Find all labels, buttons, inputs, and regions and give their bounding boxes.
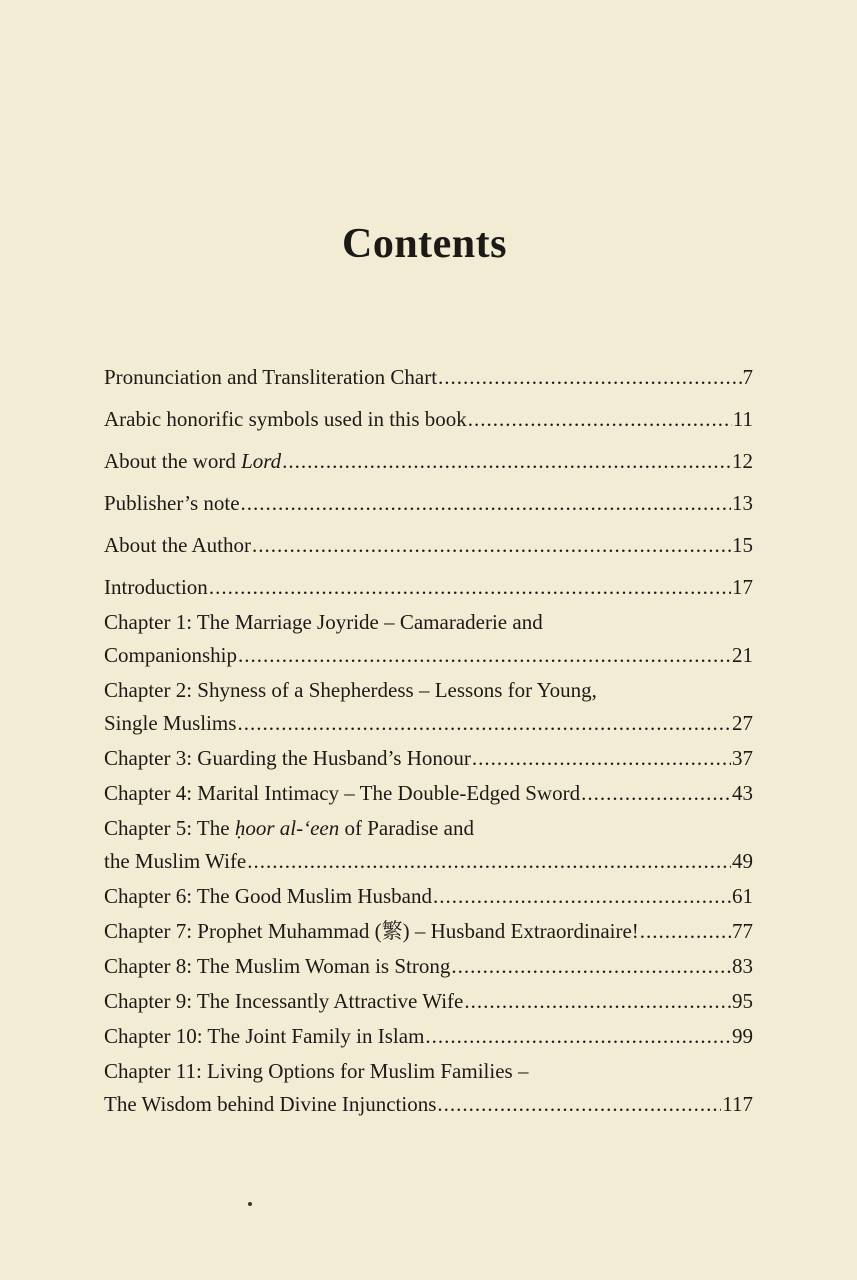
dot-leader <box>451 950 731 983</box>
entry-title: Publisher’s note <box>104 491 240 515</box>
dot-leader <box>438 361 741 394</box>
entry-title: Chapter 8: The Muslim Woman is Strong <box>104 954 451 978</box>
entry-title-italic: Lord <box>241 449 282 473</box>
toc-entry <box>104 1020 753 1053</box>
entry-title <box>104 445 281 478</box>
entry-title-italic: ḥoor al-‘een <box>234 816 340 840</box>
toc-entry <box>104 606 753 672</box>
dot-leader <box>209 571 731 604</box>
entry-title-text: of Paradise and <box>339 816 474 840</box>
toc-entry <box>104 674 753 740</box>
page-number: 49 <box>732 849 753 873</box>
toc-entry <box>104 742 753 775</box>
toc-entry <box>104 985 753 1018</box>
dot-leader <box>247 845 731 878</box>
entry-title: Chapter 10: The Joint Family in Islam <box>104 1024 425 1048</box>
dot-leader <box>464 985 731 1018</box>
toc-entry <box>104 361 753 394</box>
page-number: 15 <box>732 533 753 557</box>
dot-leader <box>581 777 731 810</box>
entry-title: Chapter 4: Marital Intimacy – The Double-Edged Sword <box>104 781 581 805</box>
dot-leader <box>437 1088 721 1121</box>
toc-entry <box>104 487 753 520</box>
page-number: 95 <box>732 989 753 1013</box>
page-number: 61 <box>732 884 753 908</box>
entry-title: Chapter 9: The Incessantly Attractive Wife <box>104 989 464 1013</box>
toc-entry <box>104 812 753 878</box>
entry-title: Chapter 7: Prophet Muhammad (繁) – Husband Extraordinaire! <box>104 919 639 943</box>
page-number: 117 <box>722 1092 753 1116</box>
dot-leader <box>252 529 731 562</box>
page-number: 77 <box>732 919 753 943</box>
toc-entry <box>104 950 753 983</box>
entry-title-text: About the word <box>104 449 242 473</box>
entry-title: About the Author <box>104 533 251 557</box>
toc-entry <box>104 571 753 604</box>
entry-title-line1: Chapter 1: The Marriage Joyride – Camaraderie and <box>104 610 543 634</box>
entry-title-line1: Chapter 11: Living Options for Muslim Families – <box>104 1059 529 1083</box>
page-number: 43 <box>732 781 753 805</box>
entry-title: Pronunciation and Transliteration Chart <box>104 365 438 389</box>
page-number: 12 <box>732 449 753 473</box>
toc-entry <box>104 445 753 478</box>
dot-leader <box>241 487 731 520</box>
entry-title: Companionship <box>104 643 238 667</box>
page-number: 21 <box>732 643 753 667</box>
entry-title-line1: Chapter 2: Shyness of a Shepherdess – Lessons for Young, <box>104 678 597 702</box>
toc-entry <box>104 777 753 810</box>
dot-leader <box>640 915 731 948</box>
ink-speck <box>248 1202 252 1206</box>
toc-entry <box>104 403 753 436</box>
dot-leader <box>425 1020 731 1053</box>
page-number: 7 <box>742 365 753 389</box>
page-number: 11 <box>732 407 753 431</box>
entry-title: Chapter 6: The Good Muslim Husband <box>104 884 433 908</box>
dot-leader <box>282 445 731 478</box>
entry-title: Arabic honorific symbols used in this book <box>104 407 467 431</box>
toc-entry <box>104 1055 753 1121</box>
entry-title: Single Muslims <box>104 711 237 735</box>
toc-entry <box>104 915 753 948</box>
page-number: 99 <box>732 1024 753 1048</box>
dot-leader <box>238 639 731 672</box>
entry-title: The Wisdom behind Divine Injunctions <box>104 1092 437 1116</box>
page-number: 13 <box>732 491 753 515</box>
dot-leader <box>433 880 731 913</box>
page-number: 27 <box>732 711 753 735</box>
entry-title-text: Chapter 5: The <box>104 816 235 840</box>
toc-entry <box>104 529 753 562</box>
entry-title-line1 <box>104 812 474 845</box>
entry-title: Chapter 3: Guarding the Husband’s Honour <box>104 746 471 770</box>
dot-leader <box>468 403 732 436</box>
page-number: 83 <box>732 954 753 978</box>
page-number: 17 <box>732 575 753 599</box>
table-of-contents <box>104 361 753 1123</box>
page-number: 37 <box>732 746 753 770</box>
dot-leader <box>472 742 731 775</box>
page-title: Contents <box>341 221 507 267</box>
toc-entry <box>104 880 753 913</box>
dot-leader <box>237 707 731 740</box>
entry-title: Introduction <box>104 575 208 599</box>
entry-title: the Muslim Wife <box>104 849 247 873</box>
